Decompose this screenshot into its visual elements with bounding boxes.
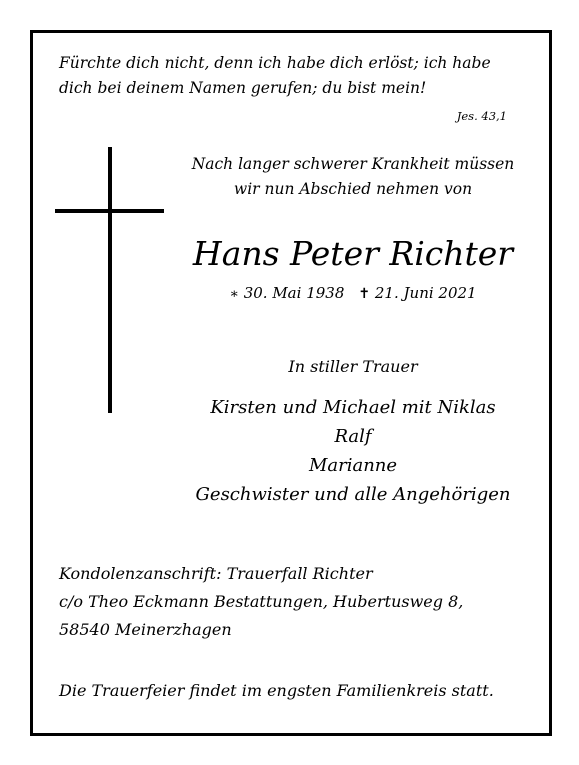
- life-dates: [163, 283, 543, 304]
- birth-star-icon: ∗: [229, 286, 239, 302]
- funeral-note: Die Trauerfeier findet im engsten Familienkreis statt.: [59, 681, 494, 700]
- notice-frame: [30, 30, 552, 736]
- mourner-line: Marianne: [308, 455, 398, 476]
- bible-verse-line-1: Fürchte dich nicht, denn ich habe dich erlöst; ich habe: [59, 54, 491, 72]
- birth-date: 30. Mai 1938: [243, 284, 345, 302]
- intro-line-1: Nach langer schwerer Krankheit müssen: [191, 155, 515, 173]
- intro-text: [163, 152, 543, 202]
- death-date: 21. Juni 2021: [374, 284, 477, 302]
- mourner-line: Geschwister und alle Angehörigen: [195, 484, 511, 505]
- bible-verse-line-2: dich bei deinem Namen gerufen; du bist mein!: [59, 79, 427, 97]
- deceased-name: Hans Peter Richter: [192, 234, 514, 273]
- mourning-heading: In stiller Trauer: [288, 357, 418, 376]
- address-line-2: c/o Theo Eckmann Bestattungen, Hubertusweg 8,: [59, 592, 464, 611]
- mourner-line: Kirsten und Michael mit Niklas: [210, 397, 496, 418]
- address-line-1: Kondolenzanschrift: Trauerfall Richter: [59, 564, 373, 583]
- condolence-address: [59, 560, 463, 644]
- intro-line-2: wir nun Abschied nehmen von: [233, 180, 473, 198]
- address-line-3: 58540 Meinerzhagen: [59, 620, 232, 639]
- cross-icon-vertical-bar: [108, 147, 112, 413]
- death-cross-icon: ✝: [358, 286, 371, 302]
- cross-icon-horizontal-bar: [55, 209, 164, 213]
- bible-verse-reference: Jes. 43,1: [456, 109, 507, 123]
- bible-verse: [59, 51, 529, 101]
- mourners-list: [163, 393, 543, 509]
- mourner-line: Ralf: [334, 426, 372, 447]
